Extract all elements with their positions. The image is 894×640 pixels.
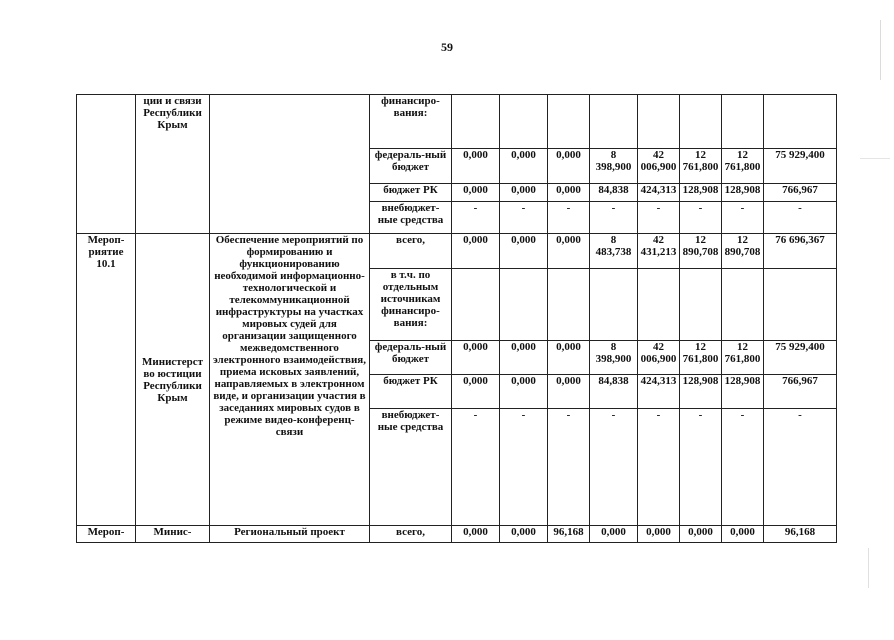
value-cell: 0,000 bbox=[500, 341, 548, 375]
table-row bbox=[77, 95, 837, 149]
value-cell: 766,967 bbox=[764, 184, 837, 202]
value-cell: - bbox=[680, 409, 722, 526]
value-cell bbox=[722, 269, 764, 341]
value-cell: 766,967 bbox=[764, 375, 837, 409]
executor-cell: Министерст во юстиции Республики Крым bbox=[136, 234, 210, 526]
description-cell: Обеспечение мероприятий по формированию и функционированию необходимой информационно-технологической и телекоммуникационной инфраструктуры на участках мировых судей для организации защищенного межведомственного электронного взаимодействия, приема исковых заявлений, направляемых в электронном виде, и организации участия в заседаниях мировых судов в режиме видео-конференц-связи bbox=[210, 234, 370, 526]
value-cell: 76 696,367 bbox=[764, 234, 837, 269]
value-cell: 0,000 bbox=[500, 526, 548, 543]
value-cell: 0,000 bbox=[590, 526, 638, 543]
value-cell: 0,000 bbox=[722, 526, 764, 543]
source-cell: федераль-ный бюджет bbox=[370, 341, 452, 375]
value-cell: - bbox=[680, 202, 722, 234]
value-cell: 12 761,800 bbox=[722, 341, 764, 375]
value-cell: - bbox=[764, 409, 837, 526]
value-cell: - bbox=[764, 202, 837, 234]
value-cell bbox=[722, 95, 764, 149]
source-cell: всего, bbox=[370, 526, 452, 543]
value-cell bbox=[680, 95, 722, 149]
value-cell bbox=[638, 269, 680, 341]
value-cell: 96,168 bbox=[764, 526, 837, 543]
value-cell: - bbox=[722, 409, 764, 526]
value-cell: 12 761,800 bbox=[722, 149, 764, 184]
value-cell: 12 890,708 bbox=[722, 234, 764, 269]
source-cell: бюджет РК bbox=[370, 184, 452, 202]
value-cell: - bbox=[722, 202, 764, 234]
value-cell: - bbox=[590, 202, 638, 234]
value-cell: 0,000 bbox=[452, 184, 500, 202]
value-cell: 8 398,900 bbox=[590, 341, 638, 375]
value-cell: - bbox=[548, 409, 590, 526]
table-row bbox=[77, 234, 837, 269]
source-cell: бюджет РК bbox=[370, 375, 452, 409]
table-row bbox=[77, 526, 837, 543]
measure-cell bbox=[77, 95, 136, 234]
description-cell: Региональный проект bbox=[210, 526, 370, 543]
source-cell: внебюджет-ные средства bbox=[370, 202, 452, 234]
value-cell: 0,000 bbox=[452, 149, 500, 184]
value-cell: 128,908 bbox=[722, 184, 764, 202]
value-cell: 0,000 bbox=[500, 375, 548, 409]
value-cell: - bbox=[548, 202, 590, 234]
value-cell: 0,000 bbox=[500, 184, 548, 202]
value-cell: 128,908 bbox=[680, 184, 722, 202]
value-cell: 0,000 bbox=[548, 234, 590, 269]
value-cell: 42 431,213 bbox=[638, 234, 680, 269]
value-cell: 0,000 bbox=[548, 375, 590, 409]
executor-cell: Минис- bbox=[136, 526, 210, 543]
value-cell bbox=[590, 269, 638, 341]
value-cell: 128,908 bbox=[722, 375, 764, 409]
page-number: 59 bbox=[441, 40, 453, 54]
value-cell: 0,000 bbox=[548, 149, 590, 184]
value-cell: 75 929,400 bbox=[764, 341, 837, 375]
value-cell bbox=[638, 95, 680, 149]
source-cell: внебюджет-ные средства bbox=[370, 409, 452, 526]
value-cell: 12 761,800 bbox=[680, 341, 722, 375]
value-cell bbox=[764, 95, 837, 149]
value-cell bbox=[500, 95, 548, 149]
value-cell: 84,838 bbox=[590, 184, 638, 202]
value-cell bbox=[548, 269, 590, 341]
value-cell: 12 890,708 bbox=[680, 234, 722, 269]
source-cell: всего, bbox=[370, 234, 452, 269]
value-cell: 0,000 bbox=[452, 234, 500, 269]
value-cell: - bbox=[452, 202, 500, 234]
measure-cell: Мероп-риятие 10.1 bbox=[77, 234, 136, 526]
value-cell: - bbox=[500, 202, 548, 234]
value-cell: 0,000 bbox=[638, 526, 680, 543]
source-cell: финансиро-вания: bbox=[370, 95, 452, 149]
value-cell bbox=[764, 269, 837, 341]
value-cell: 42 006,900 bbox=[638, 341, 680, 375]
value-cell: 0,000 bbox=[680, 526, 722, 543]
value-cell: 75 929,400 bbox=[764, 149, 837, 184]
value-cell: 0,000 bbox=[452, 375, 500, 409]
value-cell bbox=[452, 95, 500, 149]
value-cell: 424,313 bbox=[638, 375, 680, 409]
value-cell bbox=[548, 95, 590, 149]
value-cell: 12 761,800 bbox=[680, 149, 722, 184]
measure-cell: Мероп- bbox=[77, 526, 136, 543]
value-cell: - bbox=[500, 409, 548, 526]
description-cell bbox=[210, 95, 370, 234]
value-cell: 0,000 bbox=[548, 184, 590, 202]
value-cell: 42 006,900 bbox=[638, 149, 680, 184]
value-cell bbox=[680, 269, 722, 341]
value-cell bbox=[590, 95, 638, 149]
value-cell: - bbox=[638, 202, 680, 234]
value-cell: - bbox=[638, 409, 680, 526]
value-cell: 8 398,900 bbox=[590, 149, 638, 184]
source-cell: в т.ч. по отдельным источникам финансиро-вания: bbox=[370, 269, 452, 341]
value-cell: 0,000 bbox=[500, 234, 548, 269]
budget-table bbox=[76, 94, 837, 543]
scan-artifact bbox=[880, 20, 881, 80]
scan-artifact bbox=[860, 158, 890, 159]
value-cell: 96,168 bbox=[548, 526, 590, 543]
value-cell: 424,313 bbox=[638, 184, 680, 202]
value-cell: - bbox=[452, 409, 500, 526]
value-cell: 0,000 bbox=[500, 149, 548, 184]
value-cell: 128,908 bbox=[680, 375, 722, 409]
source-cell: федераль-ный бюджет bbox=[370, 149, 452, 184]
scan-artifact bbox=[868, 548, 869, 588]
value-cell bbox=[500, 269, 548, 341]
value-cell: 0,000 bbox=[452, 526, 500, 543]
value-cell: 0,000 bbox=[452, 341, 500, 375]
value-cell: - bbox=[590, 409, 638, 526]
value-cell: 8 483,738 bbox=[590, 234, 638, 269]
value-cell: 84,838 bbox=[590, 375, 638, 409]
value-cell: 0,000 bbox=[548, 341, 590, 375]
executor-cell: ции и связи Республики Крым bbox=[136, 95, 210, 234]
value-cell bbox=[452, 269, 500, 341]
